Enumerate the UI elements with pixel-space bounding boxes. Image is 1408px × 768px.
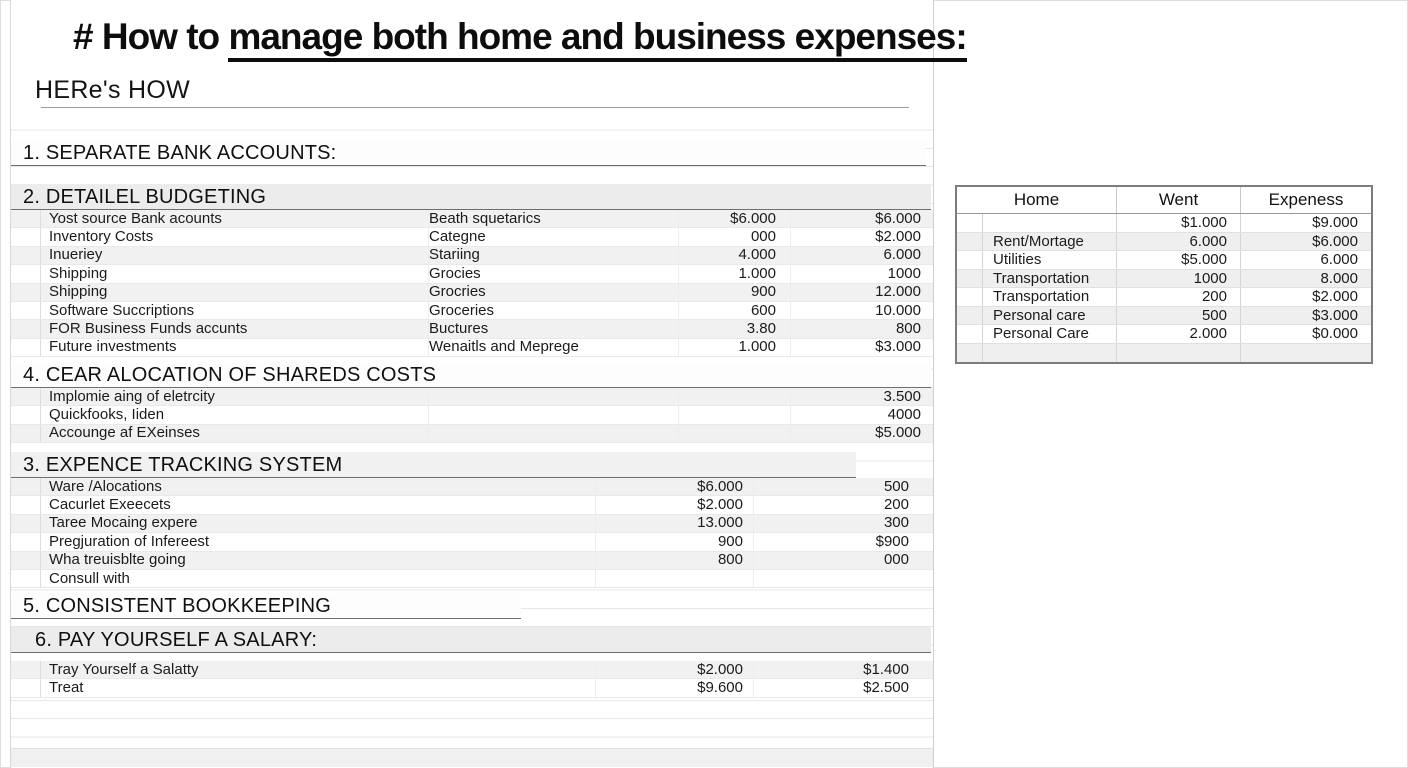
value-cell: $3.000	[1312, 306, 1358, 324]
section-s2	[11, 184, 933, 357]
label-cell: Groceries	[429, 302, 679, 319]
section-rows	[11, 388, 933, 443]
section-s3	[11, 452, 933, 588]
label-cell: Shipping	[41, 265, 429, 282]
row-margin-cell	[957, 214, 983, 232]
label-cell: Quickfooks, Iiden	[41, 406, 429, 423]
table-row	[11, 533, 933, 551]
value-cell: $900	[875, 533, 909, 550]
section-heading: 5. CONSISTENT BOOKKEEPING	[11, 593, 521, 619]
value-cell: 4.000	[679, 247, 791, 264]
table-row	[11, 339, 933, 357]
side-table-row	[957, 270, 1371, 289]
value-cell: 1.000	[679, 339, 791, 356]
table-row	[11, 388, 933, 406]
page-title-prefix: # How to	[73, 16, 229, 57]
value-cell: 000	[679, 228, 791, 245]
value-cell: $6.000	[679, 210, 791, 227]
section-heading: 2. DETAILEL BUDGETING	[11, 184, 931, 210]
row-margin-cell	[11, 320, 41, 337]
value-cell: 900	[679, 284, 791, 301]
row-margin-cell	[11, 210, 41, 227]
row-margin-cell	[11, 284, 41, 301]
side-table-row	[957, 288, 1371, 307]
section-s6	[11, 627, 933, 698]
value-cell: $1.400	[863, 661, 909, 678]
row-margin-cell	[11, 339, 41, 356]
category-cell	[983, 214, 1117, 232]
row-margin-cell	[11, 679, 41, 696]
value-cell: $2.000	[1312, 288, 1358, 306]
table-row	[11, 478, 933, 496]
row-margin-cell	[957, 251, 983, 269]
value-cell	[1241, 344, 1371, 363]
category-cell: Transportation	[983, 270, 1117, 288]
row-margin-cell	[957, 307, 983, 325]
table-row	[11, 228, 933, 246]
value-cell: 2.000	[1117, 325, 1241, 343]
value-cell: $6.000	[596, 478, 754, 495]
value-cell: 3.500	[883, 388, 921, 405]
side-table-row	[957, 214, 1371, 233]
label-cell: Beath squetarics	[429, 210, 679, 227]
row-margin-cell	[11, 661, 41, 678]
value-cell: 6.000	[1117, 233, 1241, 251]
row-margin-cell	[11, 496, 41, 513]
table-row	[11, 406, 933, 424]
row-margin-cell	[11, 478, 41, 495]
value-cell	[596, 570, 754, 587]
label-cell: Inueriey	[41, 247, 429, 264]
value-cell	[679, 406, 791, 423]
table-row	[11, 265, 933, 283]
row-margin-cell	[11, 406, 41, 423]
category-cell: Personal care	[983, 307, 1117, 325]
value-cell: 800	[895, 320, 921, 338]
value-cell: 13.000	[596, 515, 754, 532]
label-cell	[429, 425, 679, 442]
label-cell: Cacurlet Exeecets	[41, 496, 596, 513]
label-cell: Shipping	[41, 284, 429, 301]
value-cell	[754, 570, 933, 587]
row-margin-cell	[11, 247, 41, 264]
side-table-header	[957, 187, 1371, 214]
value-cell: 12.000	[875, 283, 921, 301]
value-cell	[1117, 344, 1241, 363]
table-row	[11, 247, 933, 265]
row-margin-cell	[957, 344, 983, 363]
row-margin-cell	[11, 302, 41, 319]
label-cell: Stariing	[429, 247, 679, 264]
label-cell: FOR Business Funds accunts	[41, 320, 429, 337]
value-cell: 1000	[1117, 270, 1241, 288]
section-rows	[11, 210, 933, 357]
value-cell: 6.000	[883, 246, 921, 264]
table-row	[11, 552, 933, 570]
table-row	[11, 284, 933, 302]
row-margin-cell	[957, 325, 983, 343]
label-cell: Taree Mocaing expere	[41, 515, 596, 532]
value-cell: $9.600	[596, 679, 754, 696]
bottom-shaded-row	[11, 748, 933, 767]
label-cell: Ware /Alocations	[41, 478, 596, 495]
label-cell: Wenaitls and Meprege	[429, 339, 679, 356]
section-heading: 4. CEAR ALOCATION OF SHAREDS COSTS	[11, 362, 931, 388]
section-s1	[11, 140, 933, 166]
side-table-row	[957, 325, 1371, 344]
value-cell: 200	[1117, 288, 1241, 306]
value-cell: 6.000	[1320, 251, 1358, 269]
table-row	[11, 570, 933, 588]
row-margin-cell	[957, 270, 983, 288]
table-row	[11, 425, 933, 443]
label-cell: Future investments	[41, 339, 429, 356]
table-row	[11, 302, 933, 320]
value-cell: $2.000	[875, 228, 921, 246]
label-cell: Tray Yourself a Salatty	[41, 661, 596, 678]
category-cell: Utilities	[983, 251, 1117, 269]
section-heading: 1. SEPARATE BANK ACCOUNTS:	[11, 140, 926, 166]
row-margin-cell	[11, 425, 41, 442]
value-cell: $0.000	[1312, 325, 1358, 343]
table-row	[11, 496, 933, 514]
value-cell: $9.000	[1312, 214, 1358, 232]
spreadsheet-page	[10, 0, 967, 768]
value-cell: 4000	[887, 406, 921, 424]
value-cell: 600	[679, 302, 791, 319]
side-table-row	[957, 344, 1371, 363]
value-cell: $2.000	[596, 661, 754, 678]
subtitle-rule	[41, 107, 909, 108]
section-s5	[11, 593, 933, 619]
section-rows	[11, 478, 933, 588]
section-heading: 3. EXPENCE TRACKING SYSTEM	[11, 452, 856, 478]
page-title-underlined: manage both home and business expenses:	[228, 16, 966, 62]
page-title	[73, 16, 967, 58]
section-rows	[11, 661, 933, 698]
value-cell	[679, 425, 791, 442]
row-margin-cell	[11, 388, 41, 405]
label-cell: Categne	[429, 228, 679, 245]
table-row	[11, 679, 933, 697]
side-header-home: Home	[957, 187, 1117, 213]
value-cell: 500	[1117, 307, 1241, 325]
category-cell	[983, 344, 1117, 363]
label-cell: Implomie aing of eletrcity	[41, 388, 429, 405]
label-cell: Grocries	[429, 284, 679, 301]
label-cell: Accounge af EXeinses	[41, 425, 429, 442]
value-cell: 8.000	[1320, 269, 1358, 287]
table-row	[11, 515, 933, 533]
side-header-expeness: Expeness	[1268, 190, 1344, 209]
side-table-rows	[957, 214, 1371, 362]
home-expenses-table	[955, 185, 1373, 364]
row-margin-cell	[11, 515, 41, 532]
label-cell: Pregjuration of Infereest	[41, 533, 596, 550]
row-margin-cell	[11, 552, 41, 569]
value-cell: 1000	[887, 265, 921, 282]
subtitle: HERe's HOW	[35, 76, 191, 104]
row-margin-cell	[11, 265, 41, 282]
label-cell: Buctures	[429, 320, 679, 337]
value-cell: $2.000	[596, 496, 754, 513]
label-cell: Inventory Costs	[41, 228, 429, 245]
value-cell: $5.000	[875, 424, 921, 442]
table-row	[11, 320, 933, 338]
label-cell: Treat	[41, 679, 596, 696]
label-cell: Wha treuisblte going	[41, 552, 596, 569]
row-margin-cell	[11, 533, 41, 550]
side-table-row	[957, 251, 1371, 270]
label-cell: Yost source Bank acounts	[41, 210, 429, 227]
value-cell: $5.000	[1117, 251, 1241, 269]
value-cell: 10.000	[875, 301, 921, 319]
label-cell: Grocies	[429, 265, 679, 282]
section-heading: 6. PAY YOURSELF A SALARY:	[11, 627, 931, 653]
side-header-went: Went	[1117, 187, 1241, 213]
table-row	[11, 661, 933, 679]
value-cell: $6.000	[875, 210, 921, 227]
row-margin-cell	[957, 233, 983, 251]
value-cell	[679, 388, 791, 405]
value-cell: $1.000	[1117, 214, 1241, 232]
row-margin-cell	[957, 288, 983, 306]
value-cell: $6.000	[1312, 232, 1358, 250]
category-cell: Personal Care	[983, 325, 1117, 343]
value-cell: 300	[883, 514, 909, 532]
category-cell: Rent/Mortage	[983, 233, 1117, 251]
value-cell: 1.000	[679, 265, 791, 282]
value-cell: $3.000	[875, 338, 921, 356]
label-cell	[429, 406, 679, 423]
side-table-row	[957, 307, 1371, 326]
value-cell: 200	[883, 496, 909, 514]
label-cell	[429, 388, 679, 405]
value-cell: $2.500	[863, 679, 909, 697]
label-cell: Consull with	[41, 570, 596, 587]
row-margin-cell	[11, 570, 41, 587]
label-cell: Software Succriptions	[41, 302, 429, 319]
value-cell: 3.80	[679, 320, 791, 337]
value-cell: 500	[883, 478, 909, 495]
category-cell: Transportation	[983, 288, 1117, 306]
value-cell: 000	[883, 551, 909, 569]
row-margin-cell	[11, 228, 41, 245]
section-s4	[11, 362, 933, 443]
value-cell: 800	[596, 552, 754, 569]
side-table-row	[957, 233, 1371, 252]
value-cell: 900	[596, 533, 754, 550]
table-row	[11, 210, 933, 228]
